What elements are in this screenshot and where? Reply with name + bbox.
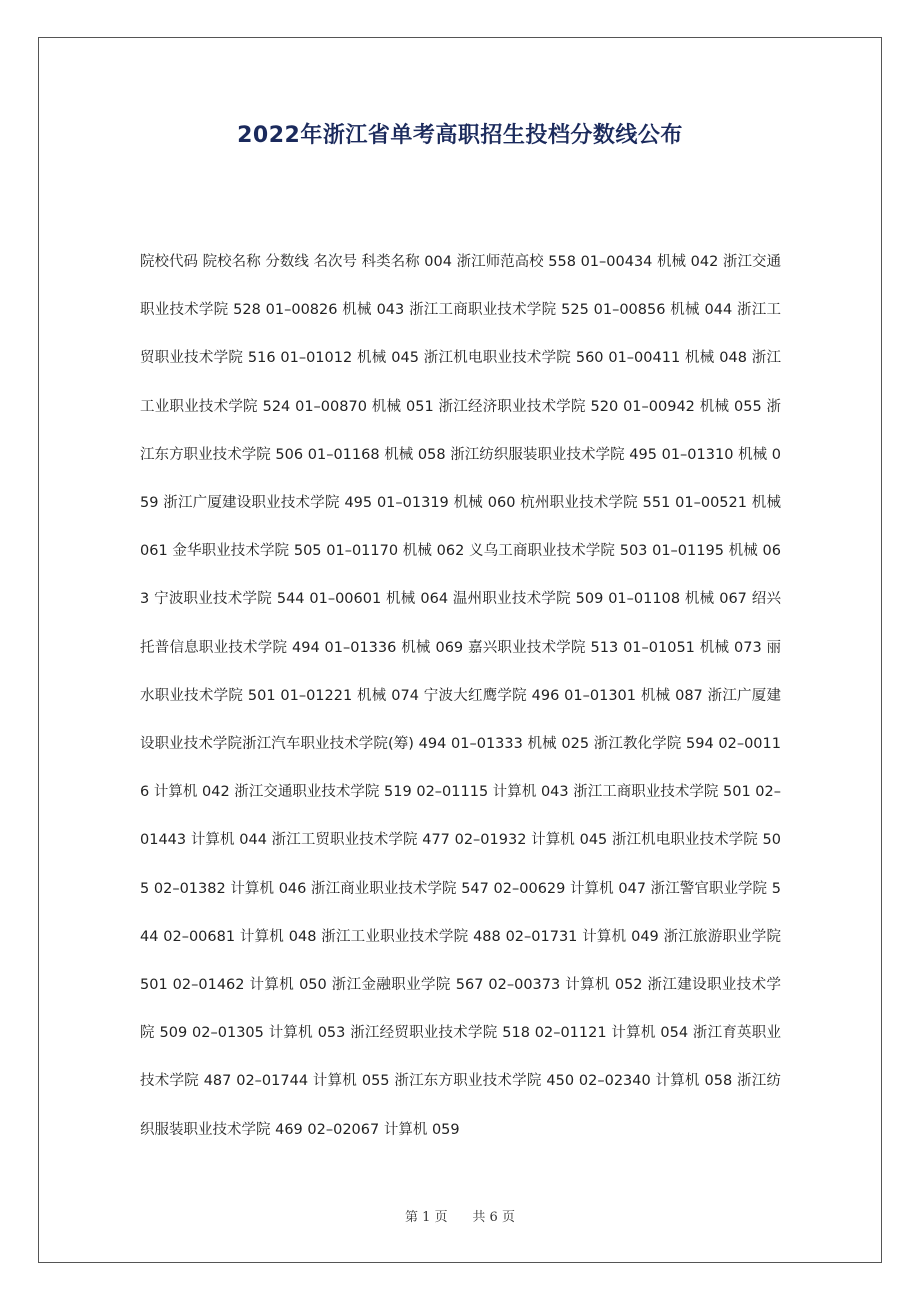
page-total: 共 6 页 [472,1210,515,1225]
page-footer [38,1206,882,1225]
page-number: 第 1 页 [405,1210,448,1225]
document-body: 院校代码 院校名称 分数线 名次号 科类名称 004 浙江师范高校 558 01–00434 机械 042 浙江交通职业技术学院 528 01–00826 机械 043 浙江工商职业技术学院 525 01–00856 机械 044 浙江工贸职业技术学院 516 01–01012 机械 045 浙江机电职业技术学院 560 01–00411 机械 048 浙江工业职业技术学院 524 01–00870 机械 051 浙江经济职业技术学院 520 01–00942 机械 055 浙江东方职业技术学院 506 01–01168 机械 058 浙江纺织服装职业技术学院 495 01–01310 机械 059 浙江广厦建设职业技术学院 495 01–01319 机械 060 杭州职业技术学院 551 01–00521 机械 061 金华职业技术学院 505 01–01170 机械 062 义乌工商职业技术学院 503 01–01195 机械 063 宁波职业技术学院 544 01–00601 机械 064 温州职业技术学院 509 01–01108 机械 067 绍兴托普信息职业技术学院 494 01–01336 机械 069 嘉兴职业技术学院 513 01–01051 机械 073 丽水职业技术学院 501 01–01221 机械 074 宁波大红鹰学院 496 01–01301 机械 087 浙江广厦建设职业技术学院浙江汽车职业技术学院(筹) 494 01–01333 机械 025 浙江教化学院 594 02–00116 计算机 042 浙江交通职业技术学院 519 02–01115 计算机 043 浙江工商职业技术学院 501 02–01443 计算机 044 浙江工贸职业技术学院 477 02–01932 计算机 045 浙江机电职业技术学院 505 02–01382 计算机 046 浙江商业职业技术学院 547 02–00629 计算机 047 浙江警官职业学院 544 02–00681 计算机 048 浙江工业职业技术学院 488 02–01731 计算机 049 浙江旅游职业学院 501 02–01462 计算机 050 浙江金融职业学院 567 02–00373 计算机 052 浙江建设职业技术学院 509 02–01305 计算机 053 浙江经贸职业技术学院 518 02–01121 计算机 054 浙江育英职业技术学院 487 02–01744 计算机 055 浙江东方职业技术学院 450 02–02340 计算机 058 浙江纺织服装职业技术学院 469 02–02067 计算机 059 [140,254,781,1138]
document-title: 2022年浙江省单考高职招生投档分数线公布 [237,123,683,148]
